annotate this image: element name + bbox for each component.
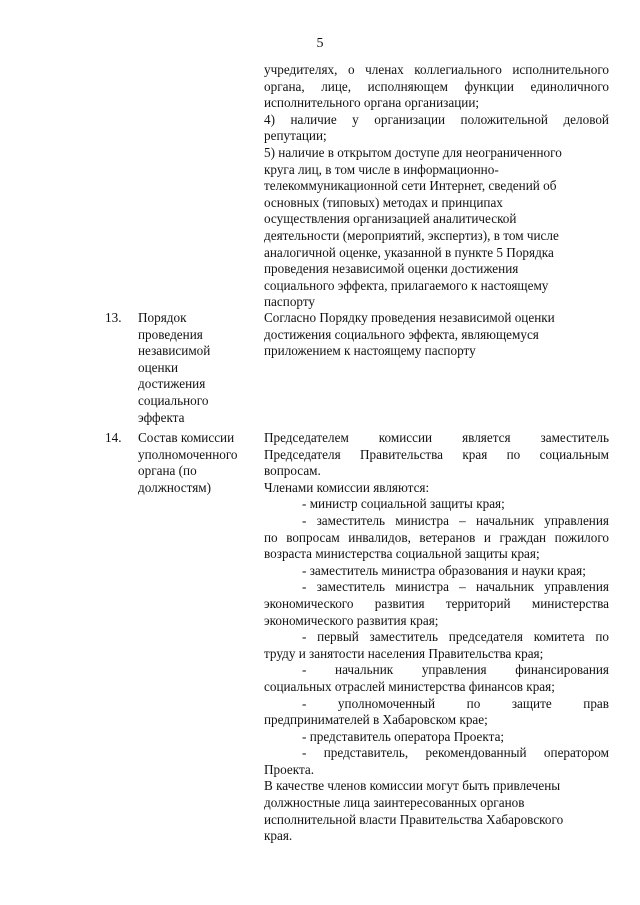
text-line: исполнительного органа организации; [264, 95, 480, 111]
member-line: - первый заместитель председателя комитета по [302, 629, 609, 645]
member-line: труду и занятости населения Правительства края; [264, 645, 544, 661]
label-line: Состав комиссии [138, 430, 235, 445]
text-line: деятельности (мероприятий, экспертиз), в том числе [264, 227, 559, 243]
member-line: по вопросам инвалидов, ветеранов и граждан пожилого [264, 529, 609, 545]
member-line: возраста министерства социальной защиты края; [264, 546, 540, 562]
member-line: - представитель оператора Проекта; [302, 728, 505, 744]
text-line: края. [264, 828, 293, 844]
text-line: вопросам. [264, 463, 321, 479]
label-line: социального [138, 392, 209, 408]
text-line: приложением к настоящему паспорту [264, 343, 476, 359]
text-line: аналогичной оценке, указанной в пункте 5 Порядка [264, 244, 554, 260]
member-line: Проекта. [264, 761, 315, 777]
member-line: - заместитель министра – начальник управления [302, 579, 609, 595]
label-line: оценки [138, 359, 179, 375]
row-14-label [138, 430, 253, 496]
row-13-text [264, 310, 609, 360]
text-line: Председателем комиссии является заместитель [264, 430, 609, 445]
text-line: исполнительной власти Правительства Хабаровского [264, 811, 564, 827]
text-line: телекоммуникационной сети Интернет, сведений об [264, 178, 557, 194]
label-line: проведения [138, 326, 203, 342]
text-line: достижения социального эффекта, являющемуся [264, 326, 539, 342]
row-13-number: 13. [105, 310, 122, 325]
member-line: экономического развития края; [264, 612, 439, 628]
text-line: основных (типовых) методах и принципах [264, 194, 503, 210]
text-line: Членами комиссии являются: [264, 479, 430, 495]
text-line: паспорту [264, 294, 316, 310]
member-line: - заместитель министра – начальник управления [302, 512, 609, 528]
text-line: органа, лице, исполняющем функции единоличного [264, 78, 609, 94]
label-line: органа (по [138, 463, 197, 479]
label-line: должностям) [138, 479, 212, 495]
member-line: - министр социальной защиты края; [302, 496, 505, 512]
row-14-number: 14. [105, 430, 122, 445]
label-line: независимой [138, 343, 211, 359]
member-line: - заместитель министра образования и науки края; [302, 562, 586, 578]
text-line: репутации; [264, 128, 327, 144]
text-line: осуществления организацией аналитической [264, 211, 517, 227]
member-line: экономического развития территорий министерства [264, 595, 609, 611]
member-line: - представитель, рекомендованный оператором [302, 745, 609, 761]
label-line: уполномоченного [138, 446, 238, 462]
continuation-text [264, 62, 609, 311]
member-line: - начальник управления финансирования [302, 662, 609, 678]
label-line: достижения [138, 376, 206, 392]
row-13-label [138, 310, 253, 426]
text-line: В качестве членов комиссии могут быть привлечены [264, 778, 561, 794]
member-line: предпринимателей в Хабаровском крае; [264, 712, 488, 728]
text-line: Согласно Порядку проведения независимой оценки [264, 310, 555, 325]
text-line: проведения независимой оценки достижения [264, 261, 519, 277]
row-14-text [264, 430, 609, 845]
text-line: круга лиц, в том числе в информационно- [264, 161, 499, 177]
member-line: - уполномоченный по защите прав [302, 695, 609, 711]
label-line: Порядок [138, 310, 187, 325]
text-line: учредителях, о членах коллегиального исполнительного [264, 62, 609, 77]
text-line: 4) наличие у организации положительной деловой [264, 111, 609, 127]
label-line: эффекта [138, 409, 185, 425]
member-line: социальных отраслей министерства финансов края; [264, 678, 555, 694]
text-line: должностные лица заинтересованных органов [264, 795, 525, 811]
page-number: 5 [316, 36, 324, 51]
text-line: Председателя Правительства края по социальным [264, 446, 609, 462]
text-line: 5) наличие в открытом доступе для неограниченного [264, 144, 562, 160]
text-line: социального эффекта, прилагаемого к настоящему [264, 277, 549, 293]
